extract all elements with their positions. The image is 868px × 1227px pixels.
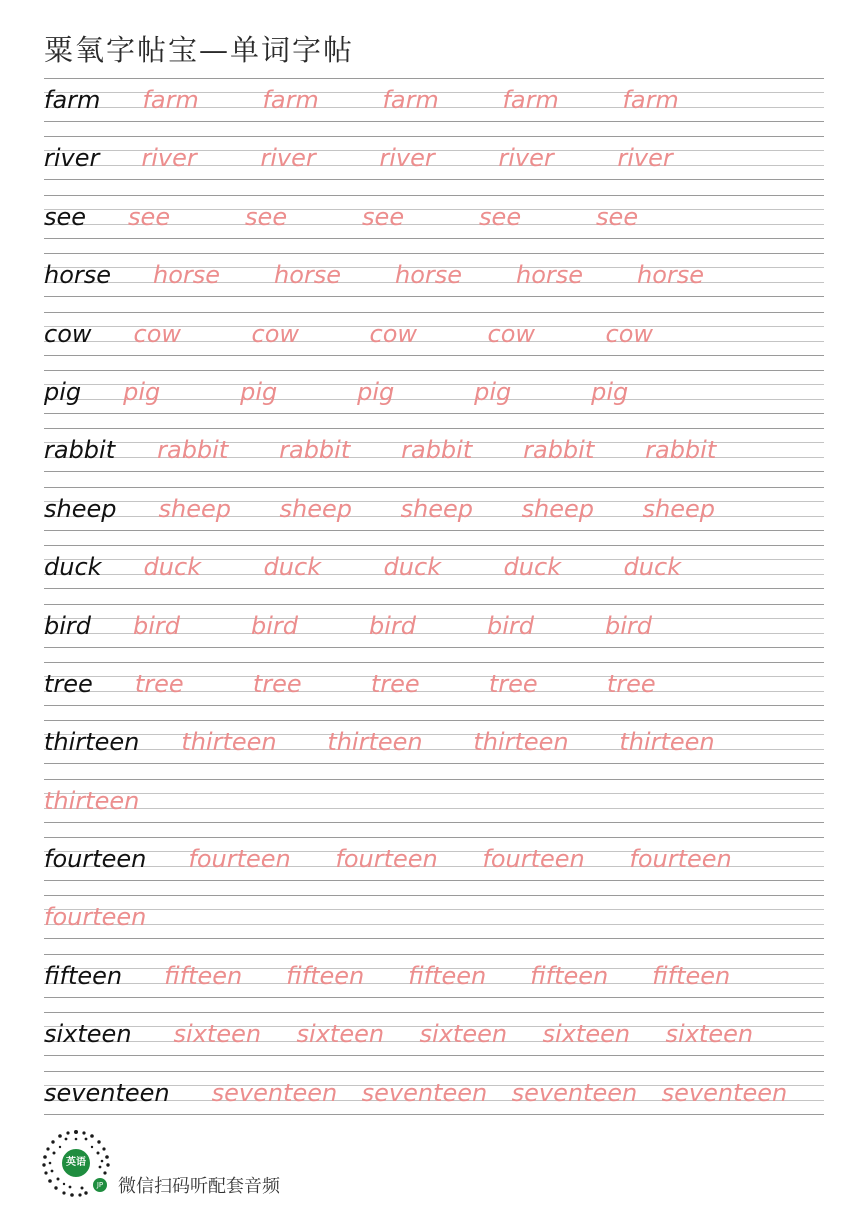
trace-word: seventeen: [511, 1078, 638, 1107]
model-word: bird: [44, 611, 92, 640]
model-word: duck: [44, 553, 102, 582]
practice-row: [44, 954, 824, 1012]
trace-word: bird: [605, 611, 653, 640]
trace-word: fifteen: [408, 961, 487, 990]
practice-row: [44, 253, 824, 311]
trace-word: sheep: [279, 494, 352, 523]
scan-instruction: 微信扫码听配套音频: [118, 1176, 280, 1197]
trace-word: fourteen: [44, 903, 147, 932]
trace-word: farm: [622, 86, 679, 114]
model-word: sixteen: [44, 1020, 132, 1049]
trace-word: river: [379, 144, 435, 173]
trace-word: sheep: [158, 494, 231, 523]
practice-row: [44, 487, 824, 545]
trace-word: thirteen: [619, 728, 715, 757]
practice-row: [44, 428, 824, 486]
qr-badge: 英语: [59, 1146, 93, 1180]
trace-word: tree: [488, 669, 538, 698]
trace-word: fourteen: [188, 845, 291, 874]
trace-word: see: [128, 202, 171, 231]
trace-word: sheep: [400, 494, 473, 523]
practice-row-continued: [44, 779, 824, 837]
model-word: sheep: [44, 494, 117, 523]
model-word: horse: [44, 261, 112, 290]
model-word: rabbit: [44, 436, 116, 465]
trace-word: horse: [153, 261, 221, 290]
practice-sheet: [44, 78, 824, 1115]
practice-row-continued: [44, 895, 824, 953]
trace-word: sixteen: [173, 1020, 262, 1049]
trace-word: rabbit: [157, 436, 229, 465]
trace-word: rabbit: [523, 436, 595, 465]
trace-word: thirteen: [44, 786, 140, 815]
trace-word: see: [479, 202, 522, 231]
trace-word: seventeen: [661, 1078, 788, 1107]
model-word: seventeen: [44, 1078, 170, 1107]
model-word: tree: [44, 669, 93, 698]
trace-word: tree: [134, 669, 184, 698]
model-word: cow: [44, 319, 92, 348]
practice-row: [44, 604, 824, 662]
trace-word: sheep: [521, 494, 594, 523]
trace-word: thirteen: [473, 728, 569, 757]
practice-row: [44, 370, 824, 428]
trace-word: duck: [143, 553, 202, 582]
practice-row: [44, 720, 824, 778]
practice-row: [44, 312, 824, 370]
trace-word: seventeen: [361, 1078, 488, 1107]
trace-word: river: [498, 144, 554, 173]
trace-word: bird: [369, 611, 417, 640]
trace-word: farm: [382, 86, 439, 114]
page-title: 粟氧字帖宝—单词字帖: [44, 33, 355, 67]
practice-row: [44, 195, 824, 253]
qr-badge-dot: JP: [92, 1177, 108, 1193]
trace-word: fifteen: [652, 961, 731, 990]
model-word: farm: [44, 86, 101, 114]
trace-word: fifteen: [164, 961, 243, 990]
practice-row: [44, 662, 824, 720]
trace-word: sixteen: [419, 1020, 508, 1049]
trace-word: tree: [606, 669, 656, 698]
trace-word: horse: [516, 261, 584, 290]
trace-word: thirteen: [181, 728, 277, 757]
trace-word: see: [245, 202, 288, 231]
trace-word: farm: [262, 86, 319, 114]
trace-word: see: [596, 202, 639, 231]
model-word: pig: [44, 377, 82, 406]
trace-word: cow: [251, 319, 300, 348]
trace-word: tree: [370, 669, 420, 698]
trace-word: duck: [623, 553, 682, 582]
trace-word: duck: [503, 553, 562, 582]
trace-word: see: [362, 202, 405, 231]
trace-word: horse: [395, 261, 463, 290]
practice-row: [44, 837, 824, 895]
trace-word: horse: [637, 261, 705, 290]
trace-word: duck: [263, 553, 322, 582]
trace-word: river: [141, 144, 197, 173]
practice-row: [44, 1012, 824, 1070]
trace-word: rabbit: [645, 436, 717, 465]
trace-word: bird: [487, 611, 535, 640]
model-word: fourteen: [44, 845, 147, 874]
model-word: fifteen: [44, 961, 123, 990]
trace-word: cow: [369, 319, 418, 348]
trace-word: thirteen: [327, 728, 423, 757]
trace-word: fourteen: [335, 845, 438, 874]
trace-word: sixteen: [296, 1020, 385, 1049]
trace-word: cow: [133, 319, 182, 348]
trace-word: sixteen: [665, 1020, 754, 1049]
trace-word: cow: [487, 319, 536, 348]
trace-word: sixteen: [542, 1020, 631, 1049]
trace-word: pig: [240, 377, 278, 406]
trace-word: rabbit: [401, 436, 473, 465]
practice-row: [44, 136, 824, 194]
practice-row: [44, 545, 824, 603]
model-word: thirteen: [44, 728, 140, 757]
trace-word: bird: [133, 611, 181, 640]
trace-word: fifteen: [530, 961, 609, 990]
trace-word: farm: [502, 86, 559, 114]
trace-word: pig: [357, 377, 395, 406]
trace-word: cow: [605, 319, 654, 348]
trace-word: river: [260, 144, 316, 173]
trace-word: farm: [142, 86, 199, 114]
trace-word: fifteen: [286, 961, 365, 990]
trace-word: pig: [123, 377, 161, 406]
trace-word: horse: [274, 261, 342, 290]
trace-word: sheep: [642, 494, 715, 523]
trace-word: fourteen: [629, 845, 732, 874]
trace-word: fourteen: [482, 845, 585, 874]
trace-word: tree: [252, 669, 302, 698]
trace-word: rabbit: [279, 436, 351, 465]
trace-word: duck: [383, 553, 442, 582]
practice-row: [44, 1071, 824, 1115]
trace-word: pig: [591, 377, 629, 406]
trace-word: seventeen: [211, 1078, 338, 1107]
model-word: river: [44, 144, 100, 173]
trace-word: pig: [474, 377, 512, 406]
trace-word: river: [617, 144, 673, 173]
trace-word: bird: [251, 611, 299, 640]
practice-row: [44, 78, 824, 136]
model-word: see: [44, 202, 87, 231]
